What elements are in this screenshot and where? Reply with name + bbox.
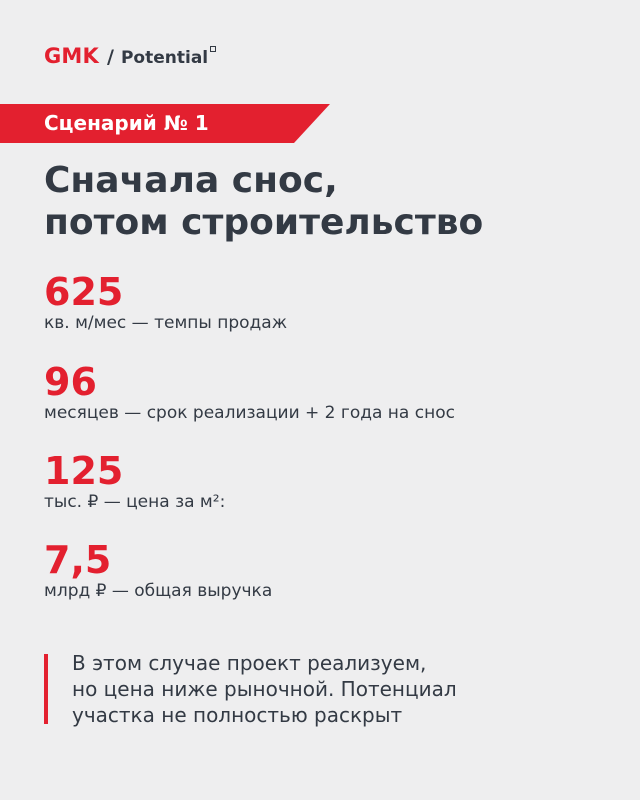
stat-total-revenue [44, 540, 614, 602]
logo-square-mark-icon [210, 46, 216, 52]
scenario-label: Сценарий № 1 [44, 111, 209, 135]
note-accent-bar [44, 654, 48, 724]
stat-label: тыс. ₽ — цена за м²: [44, 492, 226, 512]
note-line: участка не полностью раскрыт [72, 703, 403, 727]
stat-label: кв. м/мес — темпы продаж [44, 313, 288, 333]
brand-logo [44, 44, 216, 68]
stat-value: 625 [44, 270, 124, 314]
note-line: В этом случае проект реализуем, [72, 651, 427, 675]
stat-price-per-sqm [44, 451, 614, 513]
stat-label: месяцев — срок реализации + 2 года на снос [44, 403, 455, 423]
stat-value: 125 [44, 449, 124, 493]
stat-value: 96 [44, 360, 97, 404]
stat-project-duration [44, 362, 614, 424]
stat-label: млрд ₽ — общая выручка [44, 581, 273, 601]
stat-value: 7,5 [44, 538, 112, 582]
note-line: но цена ниже рыночной. Потенциал [72, 677, 457, 701]
scenario-banner [0, 104, 330, 143]
page-title-line: Сначала снос, [44, 160, 338, 201]
logo-product-text: Potential [120, 48, 209, 68]
logo-separator: / [107, 46, 114, 68]
logo-brand-text: GMK [44, 44, 100, 68]
note-text [72, 650, 612, 728]
conclusion-note [44, 650, 614, 726]
stat-sales-pace [44, 272, 614, 334]
page-title-line: потом строительство [44, 202, 484, 243]
page-title [44, 160, 614, 244]
